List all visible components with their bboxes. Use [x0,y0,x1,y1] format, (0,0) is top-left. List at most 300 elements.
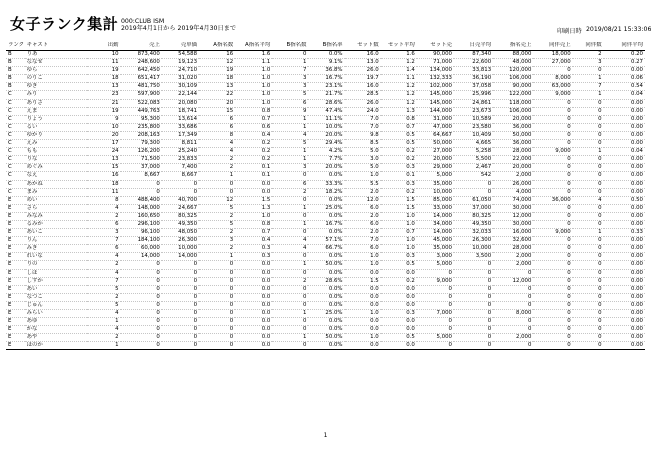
table-cell: 1 [272,115,308,123]
table-cell: 1 [199,172,235,180]
table-cell: 37,000 [121,164,162,172]
table-cell: 57.1% [308,237,344,245]
table-cell: 0.0 [235,285,272,293]
table-cell: 24,861 [454,99,493,107]
table-cell: 6.0 [345,204,381,212]
table-cell: 0.00 [604,131,645,139]
table-cell: 9,000 [533,229,572,237]
table-cell: 873,400 [121,51,162,59]
table-cell: 4 [272,237,308,245]
table-cell: 0 [533,245,572,253]
table-cell: 120,000 [493,67,533,75]
table-cell: 0.00 [604,99,645,107]
table-cell: 20 [199,99,235,107]
table-cell: C [6,140,25,148]
table-cell: 0 [573,285,604,293]
table-cell: 30,000 [493,220,533,228]
table-cell: 0.2 [381,156,417,164]
table-cell: 0 [121,310,162,318]
table-cell: 102,000 [417,83,454,91]
table-cell: 0.2 [235,148,272,156]
table-cell: 0 [573,172,604,180]
table-cell: かな [25,326,87,334]
table-cell: 22 [199,91,235,99]
table-cell: 0 [533,115,572,123]
table-cell: 0.0 [345,301,381,309]
table-cell: 24 [87,148,121,156]
table-cell: 20.0% [308,164,344,172]
column-header: B指名数 [272,42,308,51]
table-cell: 61,050 [454,196,493,204]
table-cell: あゆ [25,318,87,326]
table-cell: 0 [162,334,199,342]
table-cell: 0 [533,237,572,245]
table-cell: 208,163 [121,131,162,139]
table-cell: 50.0% [308,334,344,342]
table-cell: 20.0% [308,131,344,139]
table-cell: 0.2 [381,188,417,196]
table-cell: 0.2 [381,148,417,156]
table-cell: 0 [493,293,533,301]
table-row [6,326,645,334]
table-cell: 2 [573,51,604,59]
table-cell: 144,000 [417,107,454,115]
table-cell: 9,000 [533,91,572,99]
table-cell: 1.0 [381,220,417,228]
table-cell: 0 [533,277,572,285]
table-cell: E [6,310,25,318]
table-cell: 13,614 [162,115,199,123]
table-cell: 20,000 [417,156,454,164]
table-cell: 0 [417,269,454,277]
table-cell: 37,000 [454,204,493,212]
table-cell: 651,417 [121,75,162,83]
table-cell: 0 [199,188,235,196]
table-cell: 1.0 [235,99,272,107]
table-cell: 0.4 [235,131,272,139]
table-cell: 0 [272,326,308,334]
table-cell: 2 [87,334,121,342]
table-cell: 10,000 [417,188,454,196]
table-cell: 27,000 [533,59,572,67]
table-cell: 96,100 [121,229,162,237]
table-cell: 34,000 [417,220,454,228]
table-cell: 29.4% [308,140,344,148]
table-cell: E [6,220,25,228]
table-cell: 54,588 [162,51,199,59]
table-cell: 10 [87,123,121,131]
table-cell: 0 [272,285,308,293]
table-cell: 10,589 [454,115,493,123]
report-period: 2019年4月1日から 2019年4月30日まで [121,25,237,32]
table-cell: 25.0% [308,204,344,212]
table-cell: 3 [573,59,604,67]
table-row [6,67,645,75]
table-cell: 18 [199,75,235,83]
table-cell: 1.0 [235,91,272,99]
table-cell: 1.3 [381,107,417,115]
table-cell: 248,600 [121,59,162,67]
table-cell: 3,000 [417,253,454,261]
table-cell: 1.0 [345,310,381,318]
table-cell: 4 [272,131,308,139]
table-cell: 0 [417,326,454,334]
table-cell: 16 [199,51,235,59]
table-cell: 0 [533,269,572,277]
table-cell: るい [25,123,87,131]
table-cell: じゅん [25,301,87,309]
table-cell: 2.0 [345,229,381,237]
table-cell: 15 [199,107,235,115]
table-cell: 1.0 [345,253,381,261]
table-cell: 0 [573,156,604,164]
table-cell: 0 [199,342,235,350]
table-cell: 0.0% [308,293,344,301]
table-cell: 0.0% [308,253,344,261]
table-cell: 16.7% [308,75,344,83]
table-cell: 22,000 [493,156,533,164]
table-cell: 6.0 [345,220,381,228]
column-header: A指名平均 [235,42,272,51]
table-cell: 88,000 [493,51,533,59]
table-cell: 0.00 [604,156,645,164]
table-row [6,140,645,148]
table-cell: 7.0 [345,123,381,131]
table-cell: 24,710 [162,67,199,75]
column-header: キャスト [25,42,87,51]
table-cell: 1.0 [235,212,272,220]
table-cell: るみか [25,220,87,228]
table-cell: 23,673 [454,107,493,115]
table-cell: 3 [87,229,121,237]
table-cell: りあ [25,51,87,59]
table-cell: 481,750 [121,83,162,91]
table-cell: 3 [199,237,235,245]
table-cell: 0.00 [604,326,645,334]
table-cell: 0 [199,261,235,269]
table-cell: 23.1% [308,83,344,91]
table-cell: 35,000 [417,245,454,253]
table-cell: 5,000 [417,261,454,269]
table-cell: もも [25,148,87,156]
table-cell: 0.00 [604,293,645,301]
table-cell: 0 [573,164,604,172]
table-header-row [6,42,645,51]
table-cell: 0.00 [604,67,645,75]
table-cell: 0 [199,318,235,326]
table-cell: 2,000 [493,253,533,261]
table-cell: 80,325 [162,212,199,220]
table-cell: 0.0 [381,301,417,309]
table-cell: 4 [272,245,308,253]
table-cell: 3.0 [345,156,381,164]
table-cell: 25.0% [308,310,344,318]
table-cell: 0.2 [235,140,272,148]
table-cell: 36.8% [308,67,344,75]
print-datetime-label: 印刷日時 [557,28,582,35]
table-cell: 95,300 [121,115,162,123]
table-cell: 26,300 [454,237,493,245]
table-cell: 17 [87,140,121,148]
table-cell: 33,000 [417,204,454,212]
table-cell: 6 [272,99,308,107]
table-cell: みき [25,245,87,253]
table-cell: 0 [454,310,493,318]
table-cell: 0 [533,67,572,75]
table-cell: 50.0% [308,261,344,269]
table-cell: 1 [272,334,308,342]
table-cell: 0 [533,301,572,309]
table-cell: 8,000 [493,310,533,318]
table-cell: 0 [533,107,572,115]
table-cell: 0 [493,269,533,277]
table-cell: 4 [573,196,604,204]
column-header: 指名売上 [493,42,533,51]
table-cell: 0 [162,318,199,326]
table-cell: あや [25,334,87,342]
table-cell: 0.0 [345,285,381,293]
table-cell: 74,000 [493,196,533,204]
table-cell: C [6,131,25,139]
table-cell: 0 [272,293,308,301]
table-cell: 0 [573,318,604,326]
table-cell: 0 [454,334,493,342]
table-cell: 0.7 [235,115,272,123]
table-cell: 33.3% [308,180,344,188]
column-header: 日売平均 [454,42,493,51]
table-cell: 8 [87,196,121,204]
table-cell: 0 [573,326,604,334]
table-cell: 0 [121,342,162,350]
table-cell: 0.00 [604,261,645,269]
table-cell: 2,000 [493,261,533,269]
table-cell: 0 [454,301,493,309]
table-cell: 0.2 [381,277,417,285]
table-cell: 642,450 [121,67,162,75]
table-cell: 9.8 [345,131,381,139]
table-cell: 12 [199,196,235,204]
table-cell: 3 [272,75,308,83]
table-cell: 0.0% [308,196,344,204]
table-cell: 26,300 [162,237,199,245]
table-cell: 24.0 [345,107,381,115]
table-cell: 597,900 [121,91,162,99]
table-cell: 0 [493,326,533,334]
table-cell: 0 [573,67,604,75]
table-cell: 0 [199,310,235,318]
table-cell: C [6,123,25,131]
table-cell: 4 [199,148,235,156]
table-cell: 0 [272,269,308,277]
table-cell: 0 [272,301,308,309]
table-cell: 66.7% [308,245,344,253]
table-cell: 0 [533,261,572,269]
table-cell: 0 [121,301,162,309]
table-cell: E [6,253,25,261]
table-row [6,115,645,123]
table-cell: 47,000 [417,123,454,131]
table-cell: 2.0 [345,188,381,196]
table-cell: 0 [533,156,572,164]
table-cell: 0 [417,318,454,326]
table-cell: 9,000 [533,148,572,156]
table-cell: 14,000 [417,212,454,220]
table-cell: 1.4 [381,67,417,75]
table-cell: 0 [162,342,199,350]
table-cell: E [6,301,25,309]
table-cell: 10,000 [454,245,493,253]
table-cell: 30,109 [162,83,199,91]
table-cell: 0 [199,326,235,334]
table-cell: 1.0 [381,212,417,220]
table-cell: 0 [162,269,199,277]
table-cell: C [6,91,25,99]
table-cell: 296,100 [121,220,162,228]
table-cell: 0.0 [235,293,272,301]
table-cell: 1.6 [381,51,417,59]
table-cell: 0 [573,123,604,131]
table-cell: 1.5 [235,196,272,204]
table-cell: 2 [87,212,121,220]
table-cell: 26.0 [345,99,381,107]
table-cell: 0 [272,212,308,220]
table-cell: 36,000 [493,123,533,131]
table-cell: E [6,269,25,277]
table-cell: 0 [573,188,604,196]
table-cell: 0 [121,293,162,301]
table-cell: 0.0% [308,318,344,326]
column-header: セット売 [417,42,454,51]
table-row [6,156,645,164]
table-cell: 1.1 [235,59,272,67]
table-cell: 0 [121,326,162,334]
table-cell: 8,000 [533,75,572,83]
table-cell: 0 [454,293,493,301]
table-cell: 0 [573,220,604,228]
table-cell: 19 [87,107,121,115]
table-cell: 0.00 [604,164,645,172]
table-cell: 0 [121,277,162,285]
table-cell: 50,000 [493,131,533,139]
table-cell: 0.3 [235,245,272,253]
table-cell: 5 [87,301,121,309]
table-cell: 5,500 [454,156,493,164]
table-cell: 0.00 [604,245,645,253]
column-header: A指名数 [199,42,235,51]
table-cell: 0.0% [308,269,344,277]
table-cell: みらい [25,310,87,318]
table-cell: 0.0% [308,51,344,59]
column-header: ランク [6,42,25,51]
table-cell: 8 [199,131,235,139]
table-cell: 0.3 [381,164,417,172]
table-row [6,285,645,293]
table-cell: 0.5 [381,334,417,342]
table-cell: C [6,164,25,172]
table-cell: 2,000 [493,172,533,180]
table-cell: 4,665 [454,140,493,148]
table-cell: りょう [25,115,87,123]
table-cell: 1.2 [381,59,417,67]
table-cell: 48,000 [493,59,533,67]
table-cell: 37,058 [454,83,493,91]
table-cell: 0 [533,188,572,196]
table-cell: 9 [272,107,308,115]
table-cell: 0.0 [381,342,417,350]
table-cell: 16 [87,172,121,180]
table-cell: 12.0 [345,196,381,204]
table-cell: 21 [87,99,121,107]
table-cell: 522,083 [121,99,162,107]
table-cell: 0.0% [308,172,344,180]
table-cell: C [6,156,25,164]
table-cell: 5.5 [345,180,381,188]
table-cell: 0.00 [604,269,645,277]
table-cell: 0 [573,180,604,188]
table-cell: 20,000 [493,115,533,123]
report-header [10,9,651,39]
table-cell: 1 [272,220,308,228]
table-cell: 0.00 [604,253,645,261]
table-cell: 0 [533,220,572,228]
table-cell: 0 [533,140,572,148]
table-cell: 1.2 [381,91,417,99]
table-cell: 36,190 [454,75,493,83]
table-cell: 33,686 [162,123,199,131]
table-cell: 0.00 [604,212,645,220]
table-cell: 24,667 [162,204,199,212]
table-cell: あいこ [25,229,87,237]
table-cell: 1.3 [235,204,272,212]
table-cell: 0 [162,188,199,196]
table-cell: 1.0 [345,261,381,269]
table-cell: 1 [272,310,308,318]
table-cell: 48,050 [162,229,199,237]
table-cell: 0.00 [604,318,645,326]
table-cell: 20,080 [162,99,199,107]
table-cell: 15 [87,164,121,172]
table-cell: 0 [121,334,162,342]
table-cell: 0 [272,51,308,59]
table-cell: 0.06 [604,75,645,83]
table-cell: 7 [573,83,604,91]
table-cell: 32,600 [493,237,533,245]
table-cell: 0 [533,318,572,326]
table-cell: E [6,245,25,253]
table-cell: 5,000 [417,334,454,342]
column-header: 売上 [121,42,162,51]
table-cell: 0.0 [235,188,272,196]
table-cell: 106,000 [493,107,533,115]
table-cell: 122,000 [493,91,533,99]
table-cell: 7.0 [345,115,381,123]
table-cell: 0 [533,204,572,212]
table-cell: 1.0 [235,83,272,91]
table-cell: 0.0 [235,310,272,318]
table-cell: 29,000 [417,164,454,172]
table-cell: 0 [573,131,604,139]
table-cell: 1.5 [345,277,381,285]
table-cell: 542 [454,172,493,180]
table-row [6,172,645,180]
table-cell: 28.6% [308,277,344,285]
table-cell: 27,000 [417,148,454,156]
table-cell: 0.0 [345,293,381,301]
table-cell: 2 [199,156,235,164]
table-cell: ゆら [25,67,87,75]
table-cell: 0 [533,99,572,107]
table-cell: E [6,212,25,220]
